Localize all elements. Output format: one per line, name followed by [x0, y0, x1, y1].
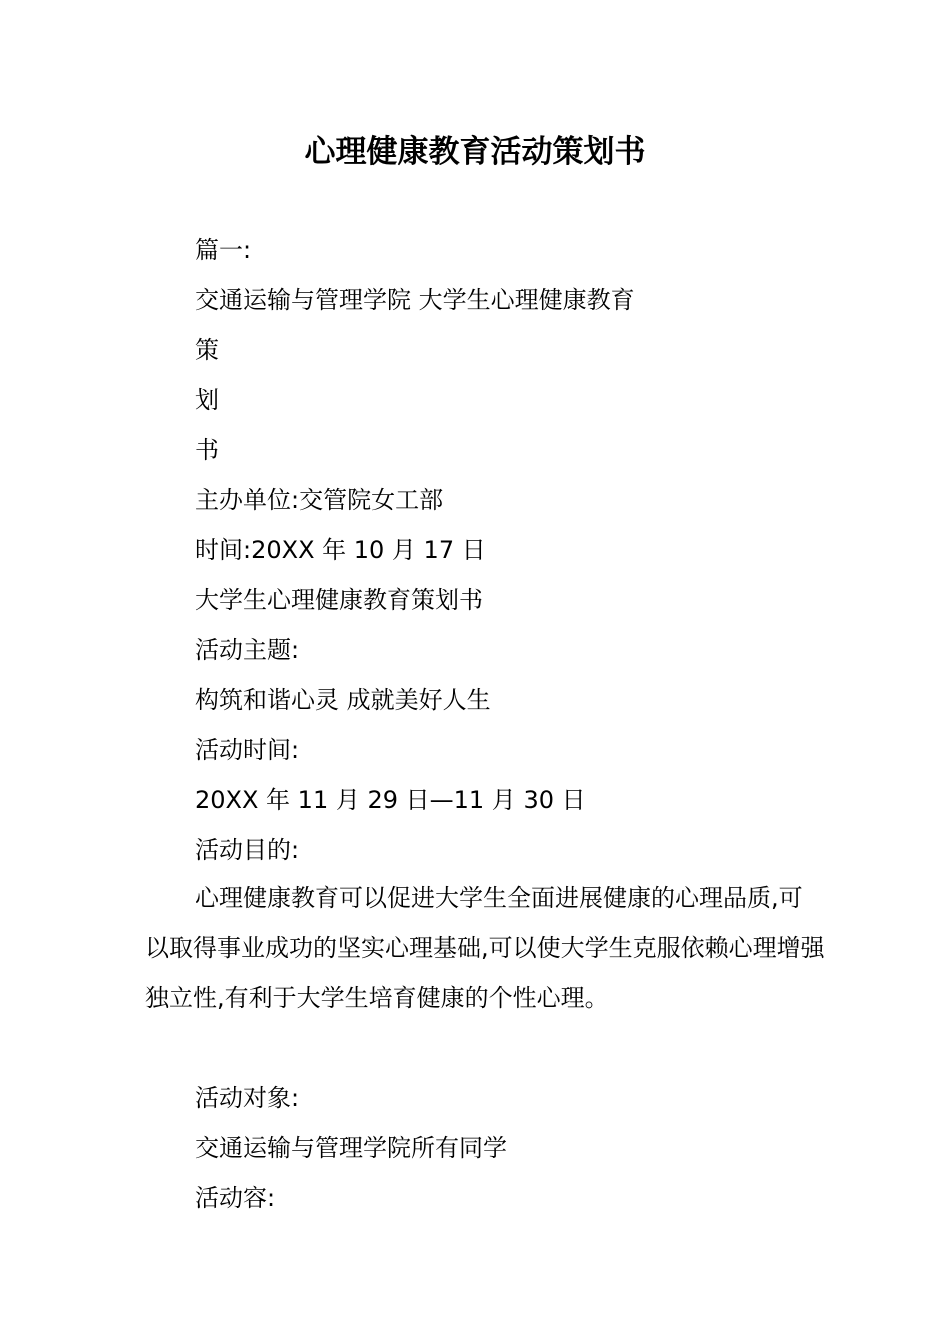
- document-title: 心理健康教育活动策划书: [304, 134, 646, 170]
- date-line: 时间:20XX 年 10 月 17 日: [195, 536, 486, 564]
- time-value: 20XX 年 11 月 29 日—11 月 30 日: [195, 786, 586, 814]
- theme-value: 构筑和谐心灵 成就美好人生: [195, 686, 491, 714]
- theme-label: 活动主题:: [195, 636, 300, 664]
- text-line: 划: [195, 386, 219, 414]
- text-line: 策: [195, 336, 219, 364]
- text-line: 交通运输与管理学院 大学生心理健康教育: [195, 286, 635, 314]
- time-label: 活动时间:: [195, 736, 300, 764]
- audience-value: 交通运输与管理学院所有同学: [195, 1134, 507, 1162]
- content-label: 活动容:: [195, 1184, 276, 1212]
- organizer-line: 主办单位:交管院女工部: [195, 486, 444, 514]
- text-line: 书: [195, 436, 219, 464]
- audience-label: 活动对象:: [195, 1084, 300, 1112]
- purpose-paragraph: 心理健康教育可以促进大学生全面进展健康的心理品质,可以取得事业成功的坚实心理基础,可以使大学生克服依赖心理增强独立性,有利于大学生培育健康的个性心理。: [145, 884, 825, 1012]
- section-heading: 篇一:: [195, 236, 252, 264]
- subtitle-line: 大学生心理健康教育策划书: [195, 586, 483, 614]
- purpose-label: 活动目的:: [195, 836, 300, 864]
